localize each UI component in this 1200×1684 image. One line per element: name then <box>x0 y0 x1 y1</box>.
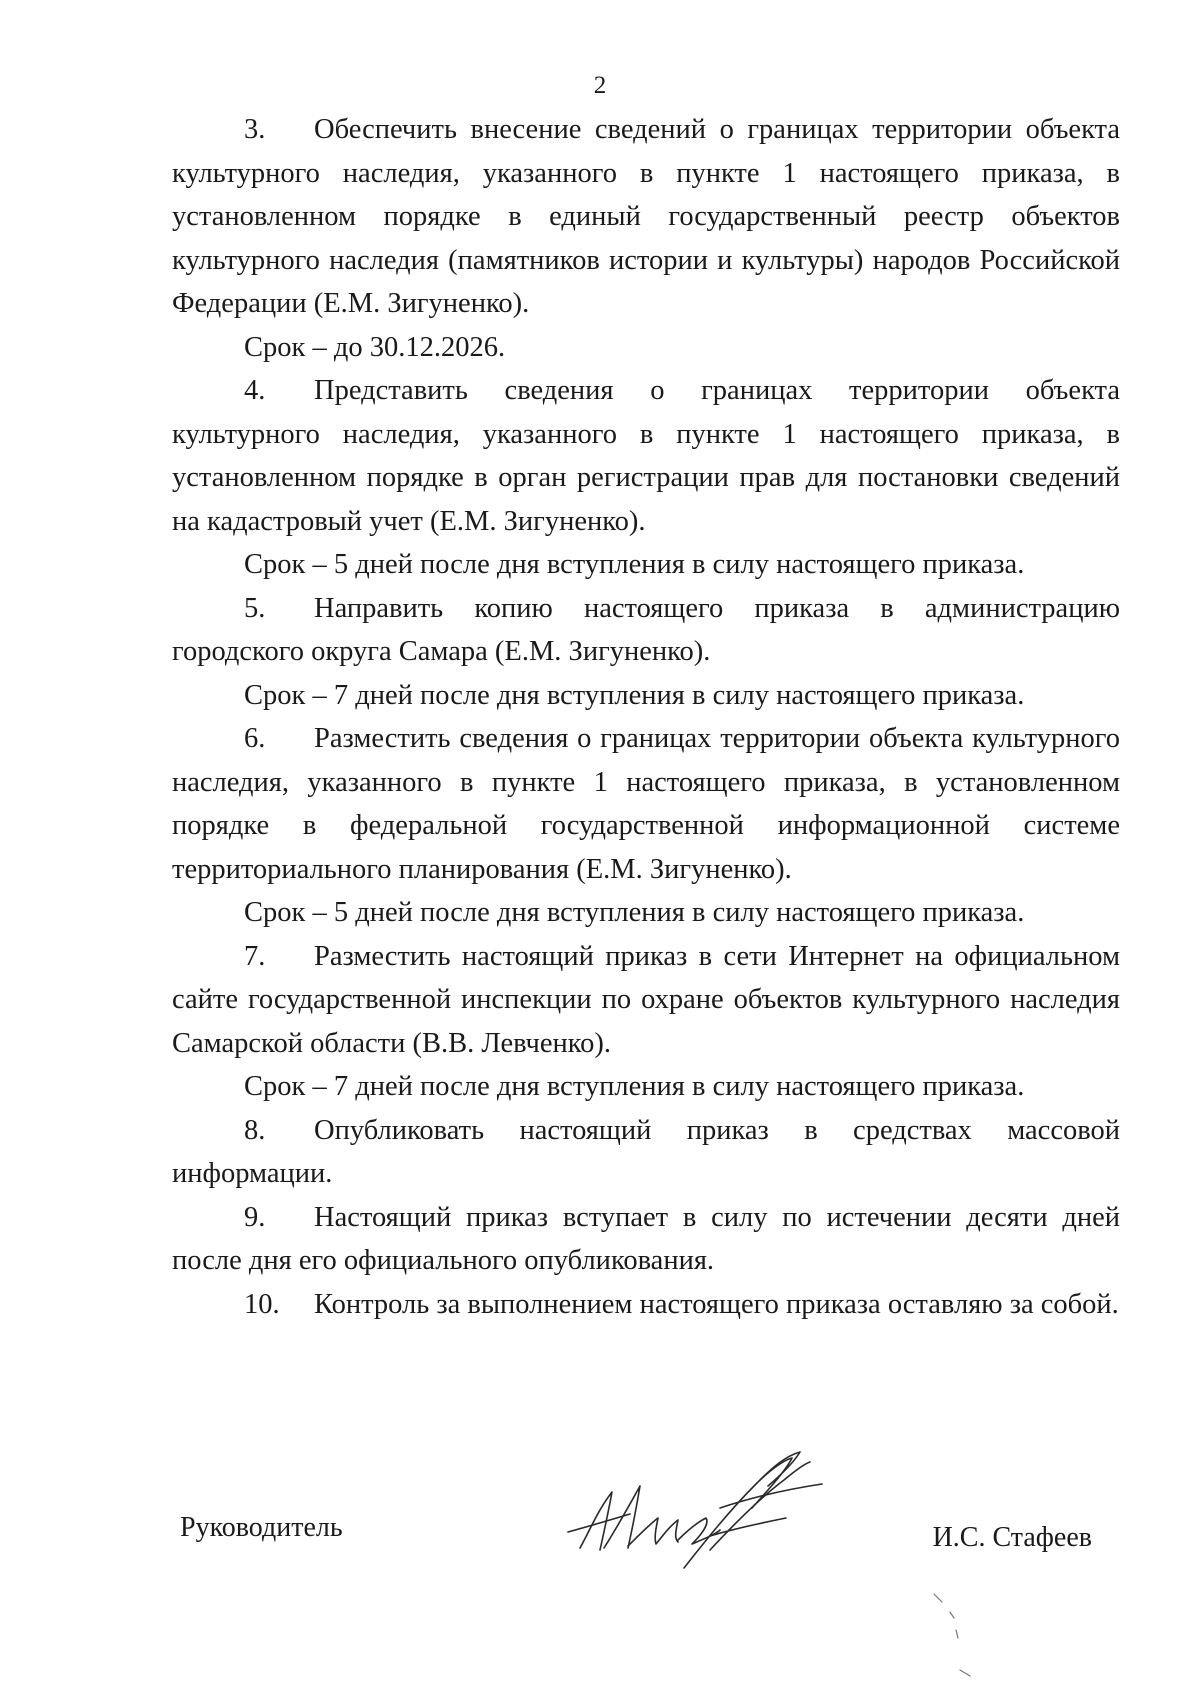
list-item-5 <box>172 587 1120 674</box>
item-text: Контроль за выполнением настоящего приказа оставляю за собой. <box>314 1288 1119 1320</box>
item-number: 3. <box>244 114 266 145</box>
item-text: Представить сведения о границах территории объекта культурного наследия, указанного в пункте 1 настоящего приказа, в установленном порядке в орган регистрации прав для постановки сведений на кадастровый учет (Е.М. Зигуненко). <box>172 375 1120 537</box>
signature-block <box>0 1500 1200 1620</box>
list-item-7 <box>172 935 1120 1066</box>
list-item-3 <box>172 108 1120 326</box>
deadline-7: Срок – 7 дней после дня вступления в силу настоящего приказа. <box>244 1071 1025 1102</box>
item-number: 10. <box>244 1288 280 1320</box>
list-item-10 <box>172 1283 1120 1327</box>
list-item-9 <box>172 1196 1120 1283</box>
item-number: 5. <box>244 592 266 624</box>
margin-mark <box>930 1590 990 1680</box>
item-text: Разместить настоящий приказ в сети Интернет на официальном сайте государственной инспекции по охране объектов культурного наследия Самарской области (В.В. Левченко). <box>172 940 1120 1059</box>
item-text: Настоящий приказ вступает в силу по истечении десяти дней после дня его официального опубликования. <box>172 1201 1120 1276</box>
deadline-3: Срок – до 30.12.2026. <box>244 331 506 363</box>
item-number: 9. <box>244 1201 266 1233</box>
list-item-6 <box>172 717 1120 891</box>
item-number: 4. <box>244 375 266 406</box>
deadline-6: Срок – 5 дней после дня вступления в силу настоящего приказа. <box>244 897 1025 928</box>
deadline-5: Срок – 7 дней после дня вступления в силу настоящего приказа. <box>244 679 1025 711</box>
signatory-name: И.С. Стафеев <box>932 1522 1092 1553</box>
order-body <box>172 108 1120 1326</box>
item-text: Опубликовать настоящий приказ в средствах массовой информации. <box>172 1114 1120 1189</box>
item-text: Направить копию настоящего приказа в администрацию городского округа Самара (Е.М. Зигуненко). <box>172 592 1120 667</box>
deadline-4: Срок – 5 дней после дня вступления в силу настоящего приказа. <box>244 549 1025 580</box>
item-number: 8. <box>244 1114 266 1146</box>
signatory-title: Руководитель <box>180 1512 343 1543</box>
list-item-8 <box>172 1109 1120 1196</box>
item-number: 7. <box>244 940 266 972</box>
item-number: 6. <box>244 723 266 754</box>
list-item-4 <box>172 369 1120 543</box>
item-text: Обеспечить внесение сведений о границах территории объекта культурного наследия, указанного в пункте 1 настоящего приказа, в установленном порядке в единый государственный реестр объектов культурного наследия (памятников истории и культуры) народов Российской Федерации (Е.М. Зигуненко). <box>172 114 1120 319</box>
item-text: Разместить сведения о границах территории объекта культурного наследия, указанного в пункте 1 настоящего приказа, в установленном порядке в федеральной государственной информационной системе территориального планирования (Е.М. Зигуненко). <box>172 723 1120 885</box>
page-number: 2 <box>593 72 607 99</box>
handwritten-signature <box>560 1440 840 1570</box>
